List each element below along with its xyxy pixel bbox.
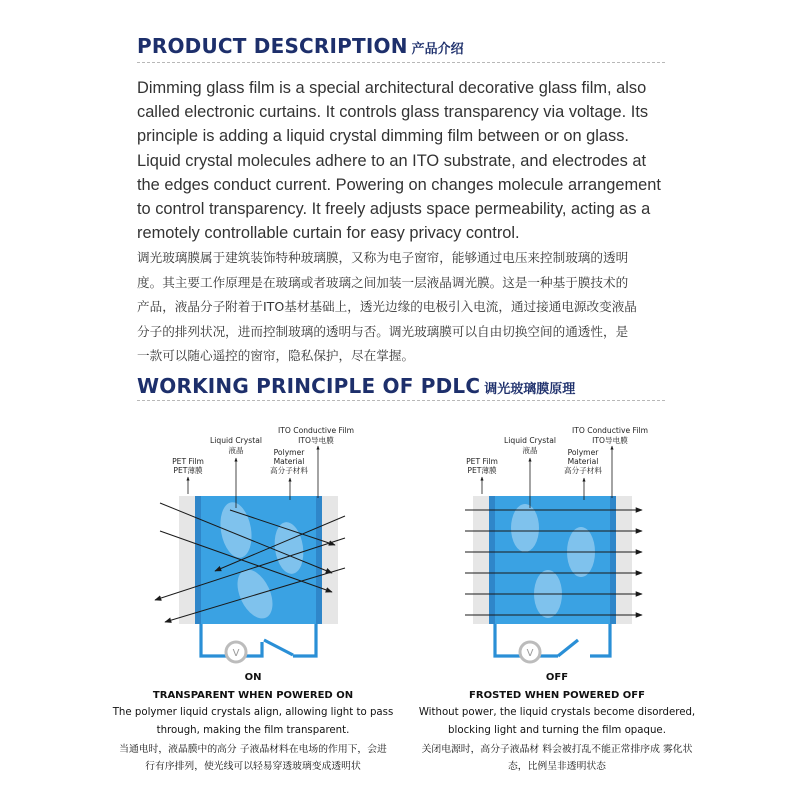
panel-on: [155, 426, 354, 662]
caption-on: [93, 672, 413, 775]
label-lc-en: Liquid Crystal: [210, 436, 262, 445]
label-lc-zh: 液晶: [522, 446, 538, 455]
label-ito-en: ITO Conductive Film: [572, 426, 648, 435]
label-poly-en2: Material: [273, 457, 305, 466]
desc-en-line: Liquid crystal molecules adhere to an ITO substrate, and electrodes at: [137, 151, 646, 170]
label-pet-zh: PET薄膜: [173, 466, 203, 475]
desc-en-line: Dimming glass film is a special architectural decorative glass film, also: [137, 79, 647, 97]
voltmeter-label: V: [232, 648, 240, 659]
ito-layer-right: [610, 496, 616, 624]
caption-line: 当通电时，液晶膜中的高分 子液晶材料在电场的作用下，会进: [119, 744, 387, 755]
product-title-en: PRODUCT DESCRIPTION: [137, 34, 408, 58]
ito-layer-right: [316, 496, 322, 624]
desc-zh-line: 分子的排列状况，进而控制玻璃的透明与否。调光玻璃膜可以自由切换空间的通透性，是: [137, 323, 629, 339]
ito-layer-left: [195, 496, 201, 624]
panel-off: [465, 426, 648, 662]
label-poly-en1: Polymer: [273, 448, 305, 457]
caption-line: Without power, the liquid crystals become disordered,: [418, 707, 696, 718]
principle-title-zh: 调光玻璃膜原理: [484, 382, 576, 397]
state-off: OFF: [545, 672, 569, 683]
glass-plate-left: [473, 496, 489, 624]
circuit-switch-open: [558, 640, 578, 656]
glass-plate-right: [322, 496, 338, 624]
desc-zh-line: 产品，液晶分子附着于ITO基材基础上，透光边缘的电极引入电流，通过接通电源改变液晶: [137, 299, 637, 315]
circuit-switch-closed: [264, 640, 293, 655]
label-pet-en: PET Film: [466, 457, 498, 466]
label-pet-en: PET Film: [172, 457, 204, 466]
state-on: ON: [244, 672, 262, 683]
desc-en-line: called electronic curtains. It controls glass transparency via voltage. Its: [137, 103, 649, 122]
glass-plate-right: [616, 496, 632, 624]
desc-zh-line: 一款可以随心遥控的窗帘，隐私保护，尽在掌握。: [137, 348, 415, 364]
mode-off: FROSTED WHEN POWERED OFF: [469, 690, 645, 701]
label-ito-en: ITO Conductive Film: [278, 426, 354, 435]
circuit-wire: [590, 624, 610, 656]
caption-line: The polymer liquid crystals align, allowing light to pass: [112, 707, 394, 718]
caption-on-zh: [93, 741, 413, 775]
caption-on-en: [93, 704, 413, 739]
desc-zh-line: 度。其主要工作原理是在玻璃或者玻璃之间加装一层液晶调光膜。这是一种基于膜技术的: [137, 274, 629, 290]
circuit-wire: [293, 624, 316, 656]
caption-off-zh: [397, 741, 717, 775]
caption-line: 态，比例呈非透明状态: [508, 761, 606, 772]
circuit-wire: [201, 624, 227, 656]
voltmeter-label: V: [526, 648, 534, 659]
label-poly-en1: Polymer: [567, 448, 599, 457]
label-ito-zh: ITO导电膜: [592, 436, 628, 445]
label-poly-en2: Material: [567, 457, 599, 466]
caption-line: blocking light and turning the film opaque.: [448, 724, 666, 736]
label-poly-zh: 高分子材料: [270, 466, 308, 475]
label-poly-zh: 高分子材料: [564, 466, 602, 475]
caption-off-en: [397, 704, 717, 739]
mode-on: TRANSPARENT WHEN POWERED ON: [152, 690, 354, 701]
product-title-zh: 产品介绍: [411, 42, 464, 57]
ito-layer-left: [489, 496, 495, 624]
label-pet-zh: PET薄膜: [467, 466, 497, 475]
liquid-crystal-droplet: [511, 504, 539, 552]
label-lc-en: Liquid Crystal: [504, 436, 556, 445]
desc-zh-line: 调光玻璃膜属于建筑装饰特种玻璃膜，又称为电子窗帘，能够通过电压来控制玻璃的透明: [137, 250, 629, 265]
desc-en-line: the edges conduct current. Powering on changes molecule arrangement: [137, 175, 661, 194]
caption-off: [397, 672, 717, 775]
desc-en-line: remotely controllable curtain for easy privacy control.: [137, 224, 520, 243]
desc-en-line: to control transparency. It freely adjusts space permeability, acting as a: [137, 200, 651, 219]
caption-line: through, making the film transparent.: [156, 724, 350, 736]
caption-line: 关闭电源时，高分子液晶材 料会被打乱不能正常排序成 雾化状: [421, 744, 693, 755]
glass-plate-left: [179, 496, 195, 624]
label-ito-zh: ITO导电膜: [298, 436, 334, 445]
desc-en-line: principle is adding a liquid crystal dimming film between or on glass.: [137, 127, 629, 146]
caption-line: 行有序排列，使光线可以轻易穿透玻璃变成透明状: [145, 761, 361, 772]
circuit-wire: [495, 624, 521, 656]
principle-title-en: WORKING PRINCIPLE OF PDLC: [137, 374, 481, 398]
label-lc-zh: 液晶: [228, 446, 244, 455]
